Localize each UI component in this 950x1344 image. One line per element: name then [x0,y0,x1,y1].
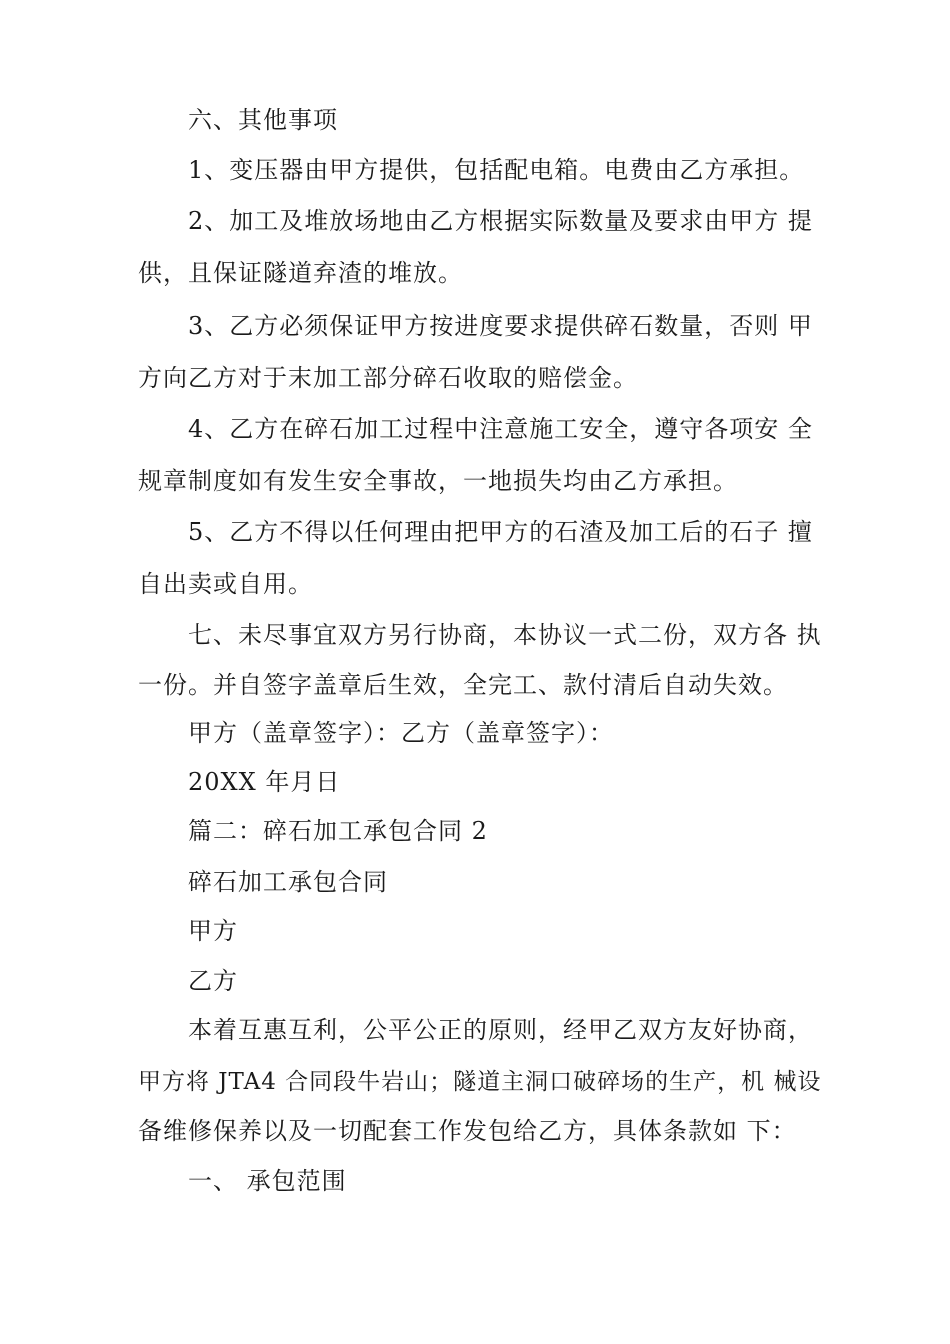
party-b-label: 乙方 [188,967,238,995]
part-2-title: 篇二：碎石加工承包合同 2 [188,817,488,845]
intro-line-2: 甲方将 JTA4 合同段牛岩山；隧道主洞口破碎场的生产，机 械设 [138,1069,822,1095]
section-1-heading: 一、 承包范围 [188,1167,347,1195]
signature-date: 20XX 年月日 [188,768,341,796]
section-7-line-1: 七、未尽事宜双方另行协商，本协议一式二份，双方各 执 [188,621,822,649]
section-7-line-2: 一份。并自签字盖章后生效，全完工、款付清后自动失效。 [138,671,788,699]
section-6-item-1: 1、变压器由甲方提供，包括配电箱。电费由乙方承担。 [188,156,805,184]
intro-line-1: 本着互惠互利，公平公正的原则，经甲乙双方友好协商， [188,1016,813,1044]
section-6-item-4-line-2: 规章制度如有发生安全事故，一地损失均由乙方承担。 [138,467,738,495]
section-6-item-5-line-2: 自出卖或自用。 [138,570,313,598]
party-a-label: 甲方 [188,917,238,945]
section-6-heading: 六、其他事项 [188,106,338,134]
section-6-item-3-line-2: 方向乙方对于末加工部分碎石收取的赔偿金。 [138,364,638,392]
section-6-item-5-line-1: 5、乙方不得以任何理由把甲方的石渣及加工后的石子 擅 [188,518,813,546]
section-6-item-2-line-1: 2、加工及堆放场地由乙方根据实际数量及要求由甲方 提 [188,207,813,235]
section-6-item-2-line-2: 供，且保证隧道弃渣的堆放。 [138,259,463,287]
intro-line-3: 备维修保养以及一切配套工作发包给乙方，具体条款如 下： [138,1117,797,1145]
contract-name: 碎石加工承包合同 [188,868,388,896]
section-6-item-4-line-1: 4、乙方在碎石加工过程中注意施工安全，遵守各项安 全 [188,415,813,443]
section-6-item-3-line-1: 3、乙方必须保证甲方按进度要求提供碎石数量，否则 甲 [188,312,813,340]
signature-parties: 甲方（盖章签字）：乙方（盖章签字）： [188,719,614,747]
